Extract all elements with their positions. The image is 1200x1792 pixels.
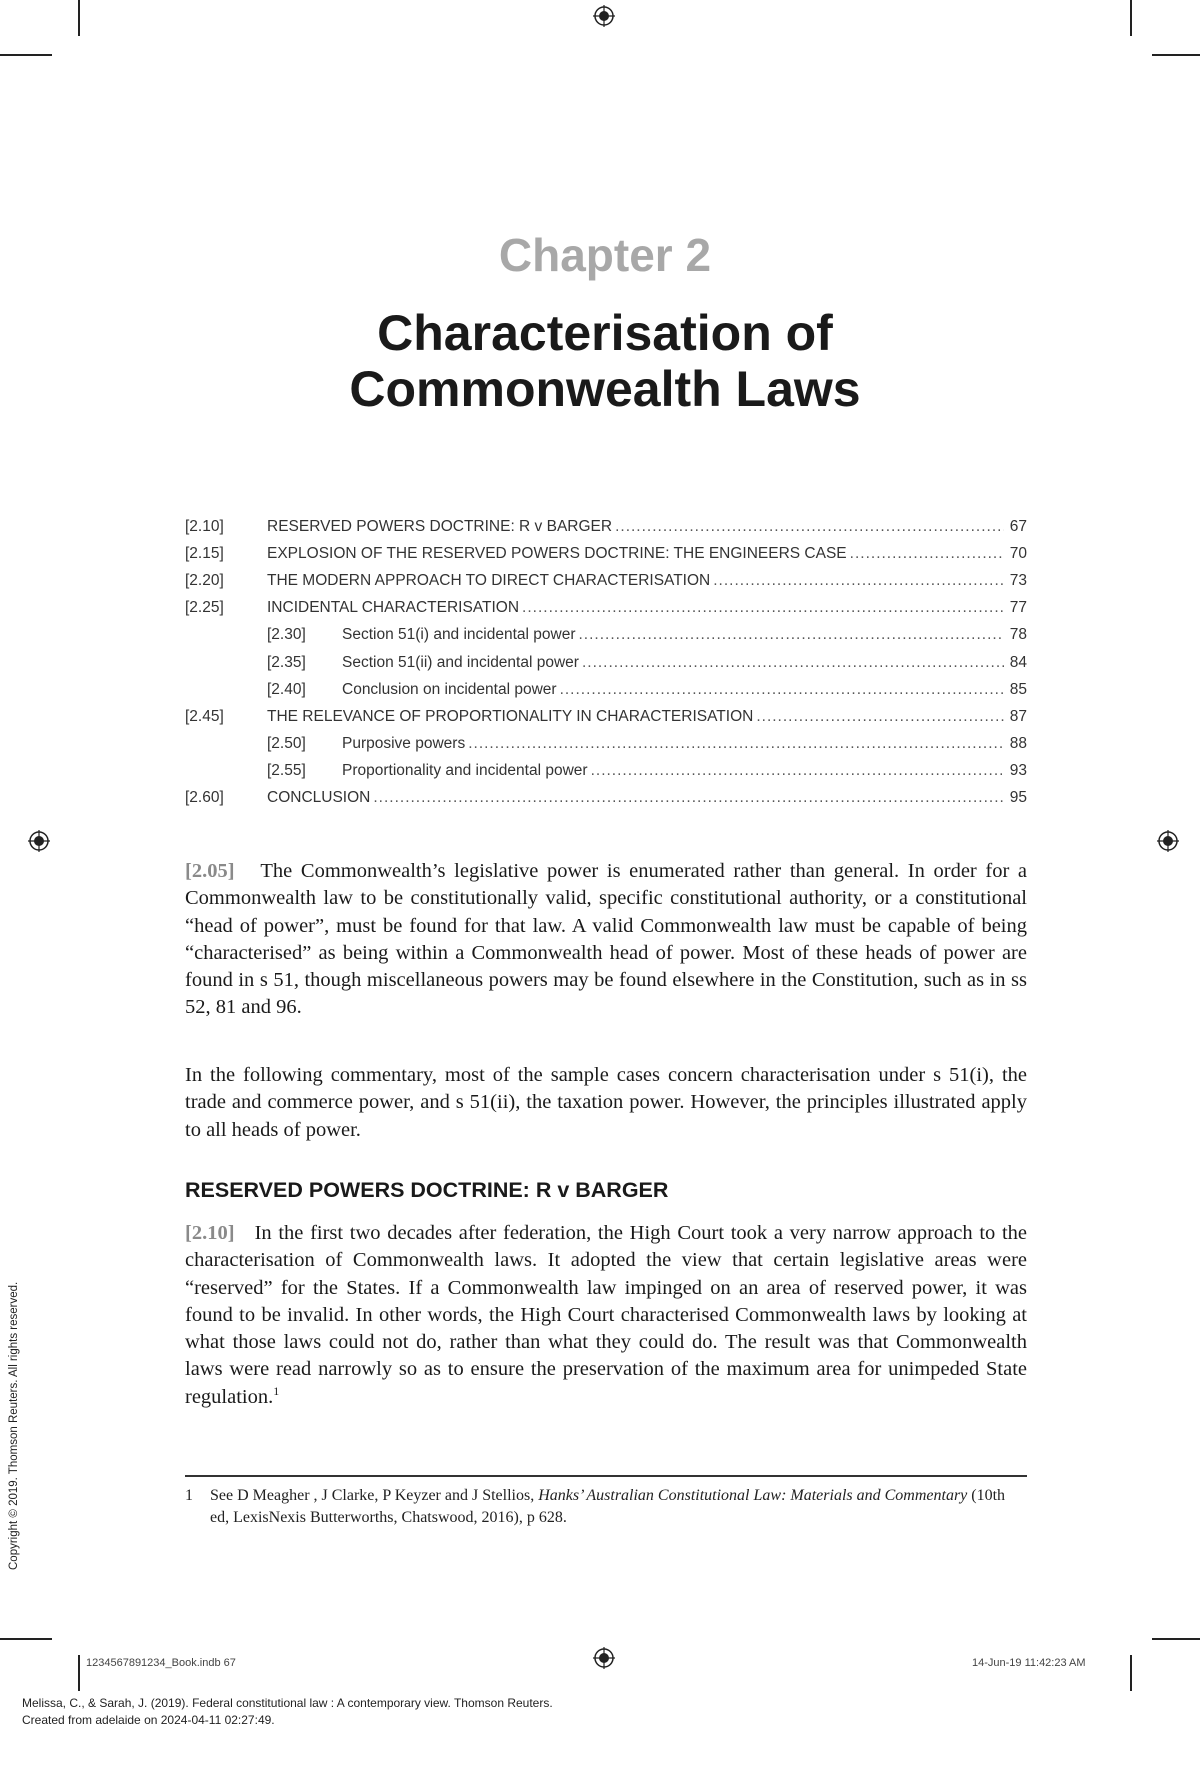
footnote (185, 1485, 1027, 1529)
toc-title: THE MODERN APPROACH TO DIRECT CHARACTERISATION (267, 571, 711, 589)
toc-subentry[interactable] (185, 731, 1027, 758)
citation-created: Created from adelaide on 2024-04-11 02:27:49. (22, 1713, 275, 1727)
toc-title: Section 51(i) and incidental power (342, 626, 576, 644)
toc-entry[interactable] (185, 513, 1027, 540)
registration-mark-icon (593, 1647, 615, 1669)
toc-page: 88 (1009, 735, 1027, 753)
section-heading: RESERVED POWERS DOCTRINE: R v BARGER (185, 1178, 669, 1202)
toc-number: [2.30] (267, 626, 306, 644)
toc-page: 70 (1009, 544, 1027, 562)
footnote-text-post: (10th ed, LexisNexis Butterworths, Chatswood, 2016), p 628. (210, 1487, 1006, 1526)
toc-leader (756, 708, 1004, 726)
toc-entry[interactable] (185, 785, 1027, 812)
slug-right: 14-Jun-19 11:42:23 AM (972, 1657, 1086, 1669)
toc-number: [2.50] (267, 735, 306, 753)
toc-number: [2.10] (185, 517, 224, 535)
toc-number: [2.40] (267, 680, 306, 698)
toc-number: [2.55] (267, 762, 306, 780)
crop-mark (1130, 0, 1132, 36)
toc-page: 77 (1009, 599, 1027, 617)
paragraph-2-10 (185, 1220, 1027, 1411)
crop-mark (0, 1638, 52, 1640)
copyright-notice: Copyright © 2019. Thomson Reuters. All rights reserved. (8, 1281, 20, 1570)
toc-page: 93 (1009, 762, 1027, 780)
toc-leader (582, 654, 1004, 672)
toc-title: RESERVED POWERS DOCTRINE: R v BARGER (267, 517, 613, 535)
toc-page: 87 (1009, 707, 1027, 725)
toc-number: [2.35] (267, 653, 306, 671)
toc-title: Proportionality and incidental power (342, 762, 588, 780)
paragraph-number: [2.05] (185, 860, 235, 882)
toc-entry[interactable] (185, 540, 1027, 567)
paragraph-number: [2.10] (185, 1222, 235, 1244)
crop-mark (0, 54, 52, 56)
footnote-divider (185, 1475, 1027, 1477)
toc-leader (579, 626, 1005, 644)
chapter-label: Chapter 2 (498, 229, 712, 281)
toc-number: [2.15] (185, 544, 224, 562)
crop-mark (1152, 54, 1200, 56)
chapter-title-line: Characterisation of (377, 305, 833, 361)
toc-leader (615, 518, 1004, 536)
toc-number: [2.25] (185, 599, 224, 617)
toc-title: Conclusion on incidental power (342, 680, 557, 698)
registration-mark-icon (593, 5, 615, 27)
toc-entry[interactable] (185, 567, 1027, 594)
slug-left: 1234567891234_Book.indb 67 (86, 1657, 236, 1669)
crop-mark (78, 1655, 80, 1691)
toc-subentry[interactable] (185, 676, 1027, 703)
citation-line: Melissa, C., & Sarah, J. (2019). Federal constitutional law : A contemporary view. Thomson Reuters. (22, 1696, 553, 1710)
footnote-reference[interactable]: 1 (273, 1383, 280, 1398)
toc-leader (373, 789, 1004, 807)
toc-number: [2.60] (185, 789, 224, 807)
toc-leader (713, 572, 1004, 590)
toc-page: 78 (1009, 626, 1027, 644)
footnote-text-pre: See D Meagher , J Clarke, P Keyzer and J Stellios, (210, 1487, 539, 1504)
toc-leader (468, 735, 1004, 753)
toc-title: Section 51(ii) and incidental power (342, 653, 579, 671)
toc-title: THE RELEVANCE OF PROPORTIONALITY IN CHARACTERISATION (267, 707, 754, 725)
registration-mark-icon (28, 830, 50, 852)
toc-page: 67 (1009, 517, 1027, 535)
footnote-text (210, 1485, 1027, 1529)
registration-mark-icon (1157, 830, 1179, 852)
toc-page: 95 (1009, 789, 1027, 807)
toc-subentry[interactable] (185, 758, 1027, 785)
toc-page: 84 (1009, 653, 1027, 671)
paragraph-2-05 (185, 858, 1027, 1022)
chapter-title (0, 305, 1200, 417)
toc-leader (591, 762, 1004, 780)
crop-mark (1152, 1638, 1200, 1640)
toc-title: EXPLOSION OF THE RESERVED POWERS DOCTRINE: THE ENGINEERS CASE (267, 544, 847, 562)
paragraph-text: In the first two decades after federation, the High Court took a very narrow approach to the characterisation of Commonwealth laws. It adopted the view that certain legislative areas were “reserved” for the States. If a Commonwealth law impinged on an area of reserved power, it was found to be invalid. In other words, the High Court characterised Commonwealth laws by looking at what those laws could not do, rather than what they could do. The result was that Commonwealth laws were read narrowly so as to ensure the preservation of the maximum area for unimpeded State regulation. (185, 1222, 1027, 1408)
footnote-book-title: Hanks’ Australian Constitutional Law: Materials and Commentary (538, 1487, 968, 1504)
toc-entry[interactable] (185, 703, 1027, 730)
toc-subentry[interactable] (185, 649, 1027, 676)
toc-title: Purposive powers (342, 735, 466, 753)
toc-page: 85 (1009, 680, 1027, 698)
toc-title: INCIDENTAL CHARACTERISATION (267, 599, 520, 617)
crop-mark (1130, 1655, 1132, 1691)
toc-entry[interactable] (185, 595, 1027, 622)
chapter-title-line: Commonwealth Laws (349, 361, 861, 417)
toc-number: [2.20] (185, 571, 224, 589)
toc-page: 73 (1009, 571, 1027, 589)
toc-subentry[interactable] (185, 622, 1027, 649)
toc-title: CONCLUSION (267, 789, 371, 807)
toc-number: [2.45] (185, 707, 224, 725)
toc-leader (560, 681, 1004, 699)
toc-leader (850, 545, 1004, 563)
paragraph-text: The Commonwealth’s legislative power is enumerated rather than general. In order for a Commonwealth law to be constitutionally valid, specific constitutional authority, or a constitutional “head of power”, must be found for that law. A valid Commonwealth law must be capable of being “characterised” as being within a Commonwealth head of power. Most of these heads of power are found in s 51, though miscellaneous powers may be found elsewhere in the Constitution, such as in ss 52, 81 and 96. (185, 860, 1028, 1019)
footnote-number: 1 (185, 1487, 193, 1504)
toc-leader (522, 599, 1004, 617)
paragraph-commentary: In the following commentary, most of the sample cases concern characterisation under s 51(i), the trade and commerce power, and s 51(ii), the taxation power. However, the principles illustrated apply to all heads of power. (185, 1064, 1027, 1141)
table-of-contents (185, 513, 1027, 812)
crop-mark (78, 0, 80, 36)
